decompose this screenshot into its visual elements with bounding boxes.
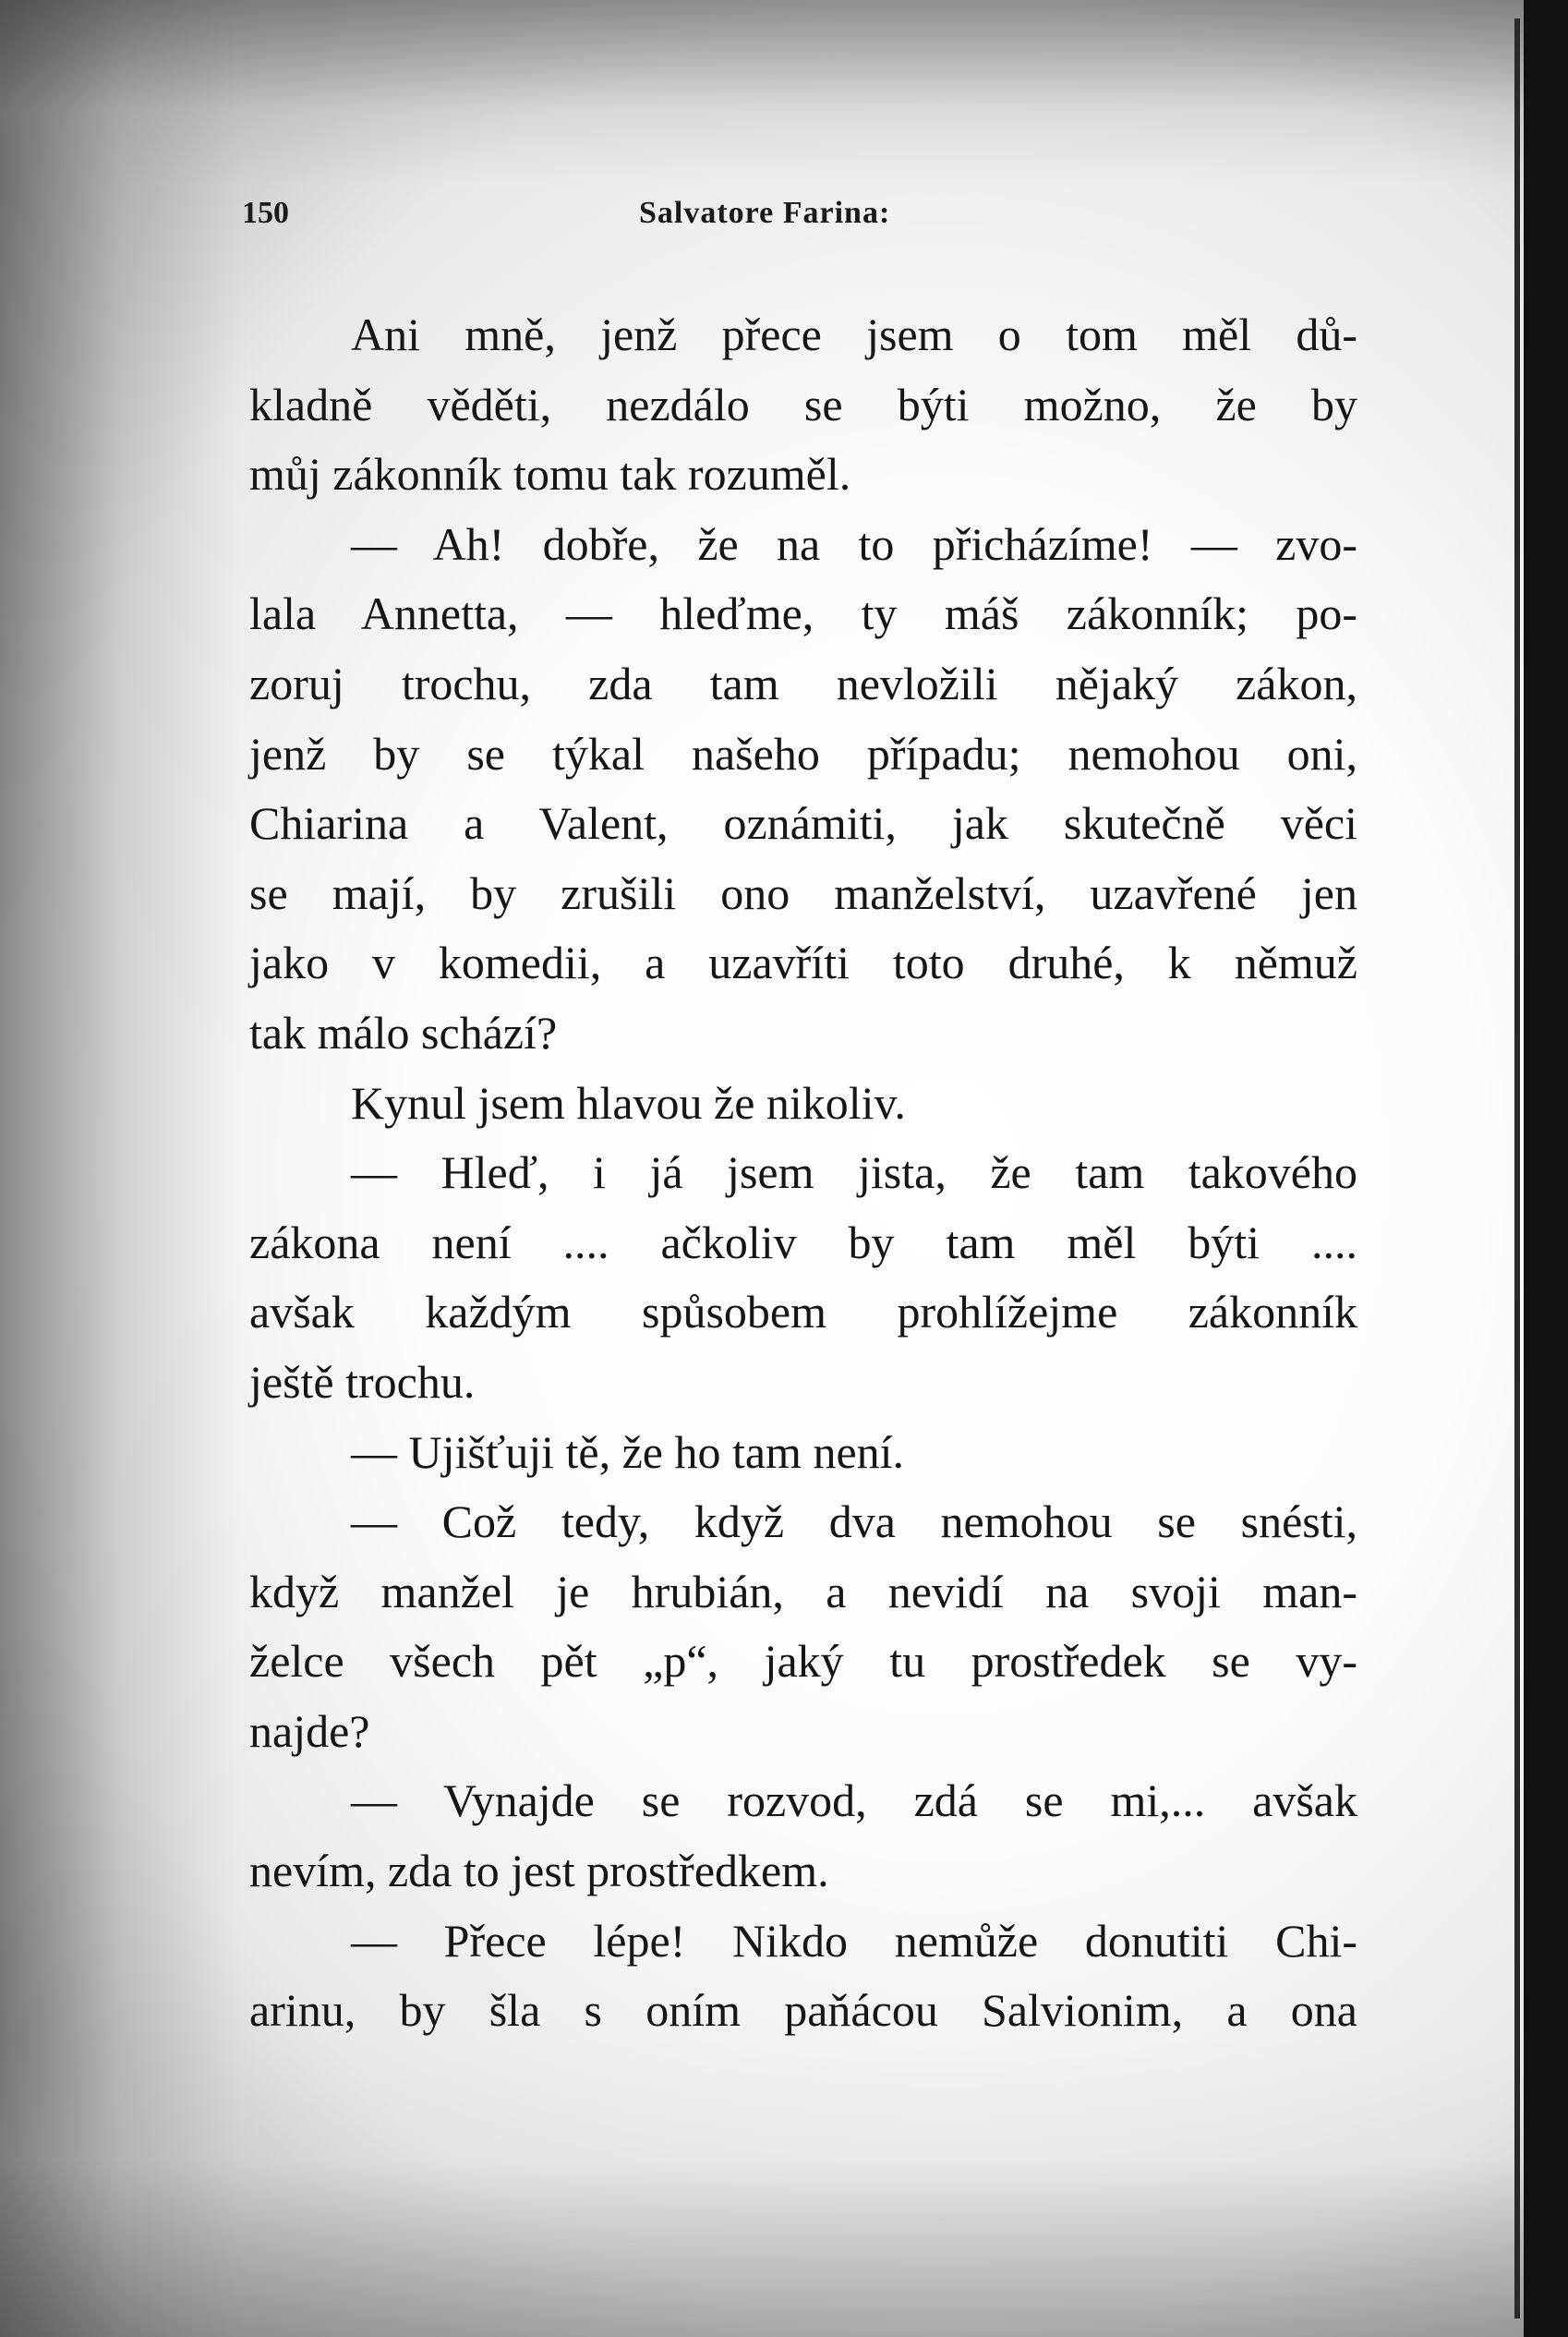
text-line: — Ah! dobře, že na to přicházíme! — zvo-	[351, 517, 1357, 570]
text-line: arinu, by šla s oním paňácou Salvionim, a ona	[249, 1984, 1357, 2037]
text-line: když manžel je hrubián, a nevidí na svoji man-	[249, 1565, 1357, 1617]
text-line: zákona není .... ačkoliv by tam měl býti ....	[249, 1216, 1357, 1268]
text-line: tak málo schází?	[249, 1006, 558, 1059]
text-line: želce všech pět „p“, jaký tu prostředek se vy-	[249, 1635, 1357, 1688]
text-line: — Ujišťuji tě, že ho tam není.	[351, 1425, 905, 1478]
text-line: Ani mně, jenž přece jsem o tom měl dů-	[351, 309, 1357, 360]
text-line: — Hleď, i já jsem jista, že tam takového	[351, 1146, 1357, 1199]
text-line: zoruj trochu, zda tam nevložili nějaký zákon,	[249, 657, 1357, 709]
body-text	[249, 300, 1357, 2046]
text-line: ještě trochu.	[249, 1355, 476, 1408]
scan-border	[1524, 0, 1568, 2337]
text-line: můj zákonník tomu tak rozuměl.	[249, 448, 851, 501]
text-line: jako v komedii, a uzavříti toto druhé, k němuž	[249, 937, 1357, 989]
text-line: lala Annetta, — hleďme, ty máš zákonník; po-	[249, 587, 1357, 640]
scan-shadow	[0, 2041, 1524, 2337]
text-line: jenž by se týkal našeho případu; nemohou oni,	[249, 727, 1357, 780]
text-line: Kynul jsem hlavou že nikoliv.	[351, 1076, 906, 1129]
text-line: kladně věděti, nezdálo se býti možno, že by	[249, 378, 1357, 430]
text-line: — Přece lépe! Nikdo nemůže donutiti Chi-	[351, 1914, 1357, 1967]
text-line: — Což tedy, když dva nemohou se snésti,	[351, 1495, 1357, 1548]
running-head: Salvatore Farina:	[639, 196, 891, 230]
text-line: najde?	[249, 1704, 370, 1757]
page-edge-line	[1514, 18, 1520, 2319]
text-line: avšak každým spůsobem prohlížejme zákonník	[249, 1286, 1357, 1338]
text-line: Chiarina a Valent, oznámiti, jak skutečně věci	[249, 797, 1357, 850]
text-line: se mají, by zrušili ono manželství, uzavřené jen	[249, 866, 1357, 919]
text-line: nevím, zda to jest prostředkem.	[249, 1845, 829, 1897]
text-line: — Vynajde se rozvod, zdá se mi,... avšak	[351, 1774, 1357, 1827]
page-number: 150	[242, 196, 289, 230]
